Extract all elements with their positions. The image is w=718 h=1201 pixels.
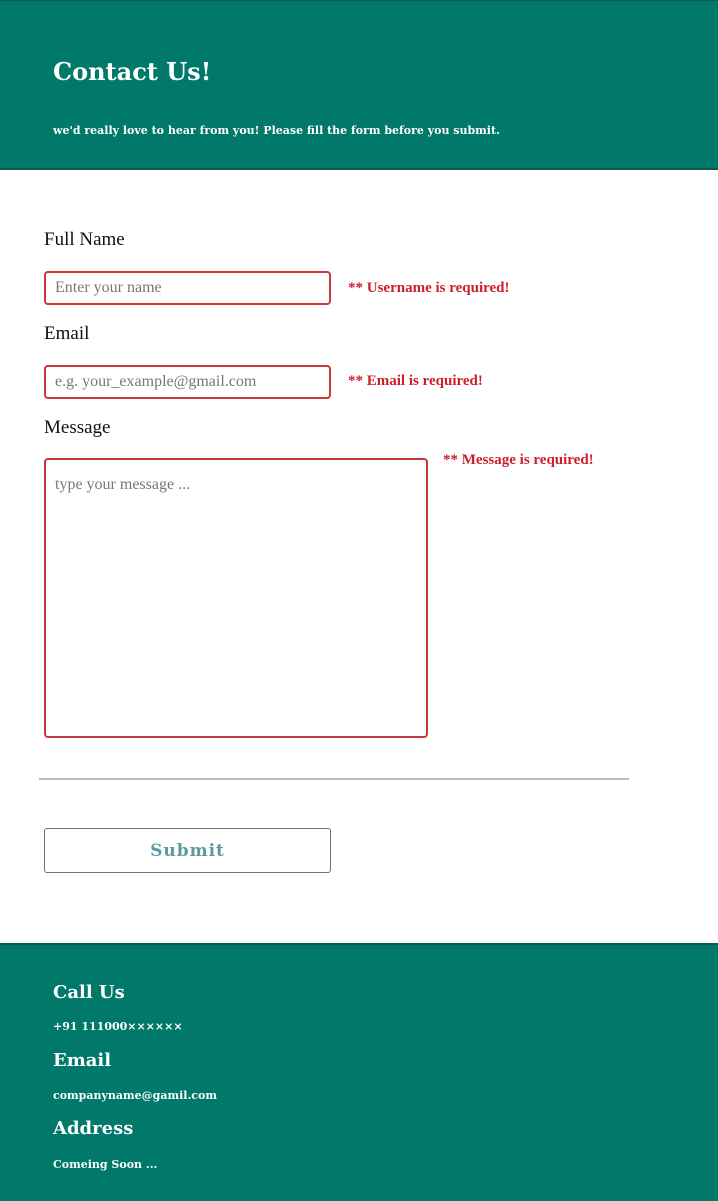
message-error: ** Message is required! <box>443 452 594 468</box>
full-name-error: ** Username is required! <box>348 280 510 296</box>
page-footer <box>0 943 718 1201</box>
email-input[interactable] <box>44 365 331 399</box>
email-heading: Email <box>53 1050 112 1071</box>
submit-button[interactable]: Submit <box>44 828 331 873</box>
address-heading: Address <box>53 1118 134 1139</box>
email-label: Email <box>44 323 90 344</box>
message-label: Message <box>44 417 111 438</box>
phone-number: +91 111000×××××× <box>53 1020 183 1033</box>
page-subtitle: we'd really love to hear from you! Please fill the form before you submit. <box>53 124 500 137</box>
email-error: ** Email is required! <box>348 373 483 389</box>
message-textarea[interactable] <box>44 458 428 738</box>
full-name-label: Full Name <box>44 229 125 250</box>
page-header <box>0 0 718 170</box>
full-name-input[interactable] <box>44 271 331 305</box>
page-title: Contact Us! <box>53 57 212 86</box>
contact-email: companyname@gamil.com <box>53 1089 217 1102</box>
call-us-heading: Call Us <box>53 982 125 1003</box>
form-divider <box>39 778 629 780</box>
address-text: Comeing Soon ... <box>53 1158 158 1171</box>
